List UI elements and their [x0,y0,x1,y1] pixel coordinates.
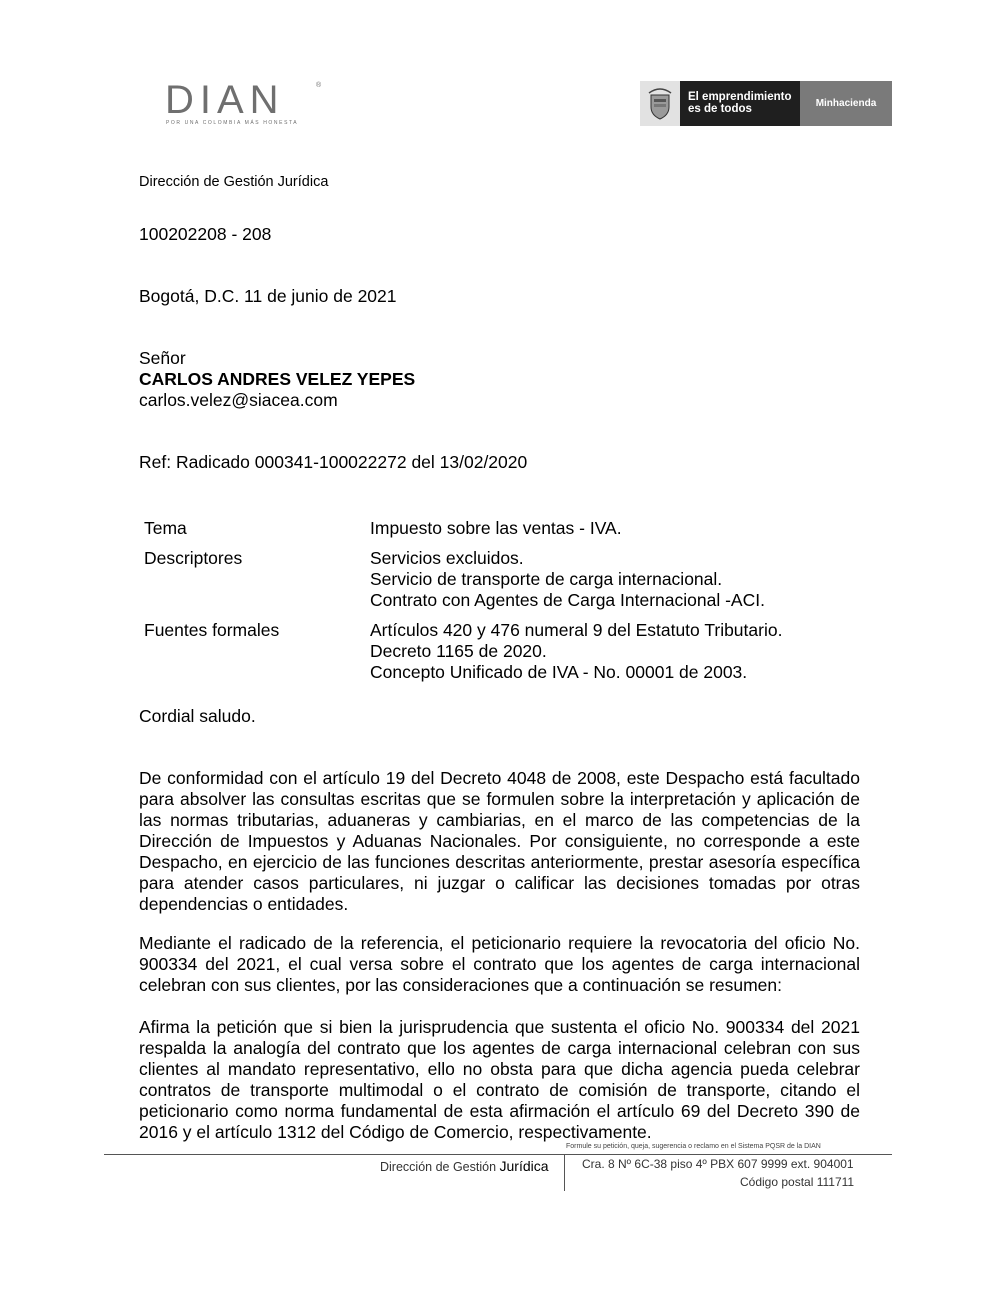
fuente-item: Concepto Unificado de IVA - No. 00001 de 2003. [370,662,748,682]
footer-pqsr-note: Formule su petición, queja, sugerencia o reclamo en el Sistema PQSR de la DIAN [566,1143,821,1150]
footer-divider-line [104,1154,892,1155]
fuente-item: Artículos 420 y 476 numeral 9 del Estatuto Tributario. [370,620,783,640]
descriptor-item: Contrato con Agentes de Carga Internacional -ACI. [370,590,765,610]
registered-mark: ® [316,82,322,89]
government-logo [640,81,892,126]
fuentes-label: Fuentes formales [144,620,280,640]
gov-slogan-line2: es de todos [688,103,752,115]
footer-address: Cra. 8 Nº 6C-38 piso 4º PBX 607 9999 ext. 904001 [582,1157,854,1171]
document-number: 100202208 - 208 [139,224,272,244]
footer-department-prefix: Dirección de Gestión [380,1160,500,1174]
descriptor-item: Servicio de transporte de carga internacional. [370,569,723,589]
recipient-email: carlos.velez@siacea.com [139,390,338,410]
footer-postal-code: Código postal 111711 [740,1175,855,1189]
recipient-name: CARLOS ANDRES VELEZ YEPES [139,369,416,389]
footer-department-bold: Jurídica [499,1158,549,1174]
descriptor-item: Servicios excluidos. [370,548,524,568]
gov-slogan-line1: El emprendimiento [688,91,792,103]
reference: Ref: Radicado 000341-100022272 del 13/02/2020 [139,452,528,472]
body-paragraph: Mediante el radicado de la referencia, el peticionario requiere la revocatoria del oficio No. 900334 del 2021, el cual versa sobre el contrato que los agentes de carga internacional celebran con sus clientes, por las consideraciones que a continuación se resumen: [139,933,860,995]
footer-vertical-divider [564,1155,565,1191]
ministry-name: Minhacienda [800,81,892,126]
tema-value: Impuesto sobre las ventas - IVA. [370,518,622,538]
body-paragraph: De conformidad con el artículo 19 del Decreto 4048 de 2008, este Despacho está facultado para absolver las consultas escritas que se formulen sobre la interpretación y aplicación de las normas tributarias, aduaneras y cambiarias, en el marco de las competencias de la Dirección de Impuestos y Aduanas Nacionales. Por consiguiente, no corresponde a este Despacho, en ejercicio de las funciones descritas anteriormente, prestar asesoría específica para atender casos particulares, ni juzgar o calificar las decisiones tomadas por otras dependencias o entidades. [139,768,860,914]
greeting: Cordial saludo. [139,706,256,726]
body-paragraph: Afirma la petición que si bien la jurisprudencia que sustenta el oficio No. 900334 del 2021 respalda la analogía del contrato que los agentes de carga internacional celebran con sus clientes al mandato representativo, ello no obsta para que dicha agencia pueda celebrar contratos de transporte multimodal o el contrato de comisión de transporte, citando el peticionario como norma fundamental de esta afirmación el artículo 69 del Decreto 390 de 2016 y el artículo 1312 del Código de Comercio, respectivamente. [139,1017,860,1142]
dependencia: Dirección de Gestión Jurídica [139,174,329,190]
tema-label: Tema [144,518,187,538]
gov-slogan [680,81,800,126]
dian-wordmark: DIAN [165,78,285,122]
descriptores-label: Descriptores [144,548,243,568]
footer-department [380,1158,549,1174]
place-date: Bogotá, D.C. 11 de junio de 2021 [139,286,397,306]
dian-logo [165,80,325,128]
salutation: Señor [139,348,186,368]
fuente-item: Decreto 1165 de 2020. [370,641,547,661]
dian-tagline: POR UNA COLOMBIA MÁS HONESTA [166,120,299,126]
coat-of-arms-icon [640,81,680,126]
